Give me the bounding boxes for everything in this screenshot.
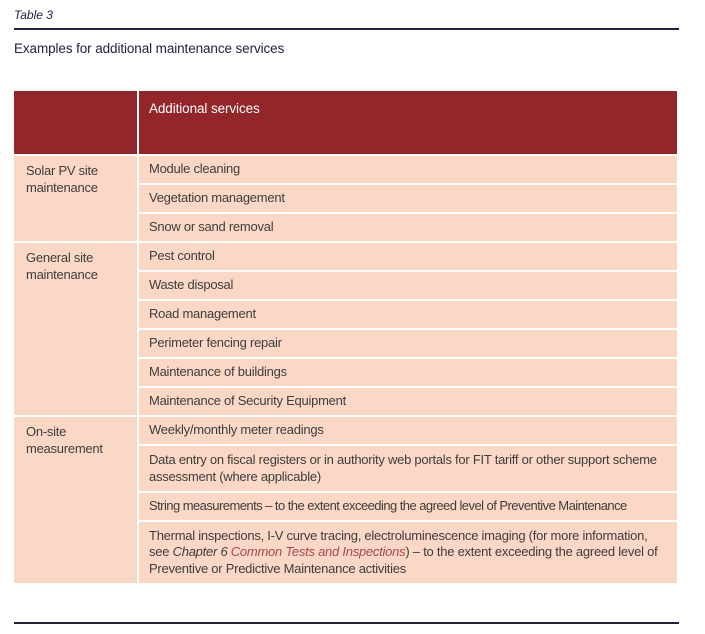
rich-text-chapter-ref: Chapter 6	[172, 544, 231, 560]
table-row	[14, 243, 677, 270]
service-cell: Maintenance of Security Equipment	[139, 388, 677, 415]
service-cell: Weekly/monthly meter readings	[139, 417, 677, 444]
header-blank-cell	[14, 91, 137, 154]
service-cell: Data entry on fiscal registers or in authority web portals for FIT tariff or other support scheme assessment (where applicable)	[139, 446, 677, 491]
top-rule	[14, 28, 679, 30]
service-cell: Maintenance of buildings	[139, 359, 677, 386]
service-cell: String measurements – to the extent exceeding the agreed level of Preventive Maintenance	[139, 493, 677, 520]
table-row	[14, 156, 677, 183]
service-cell: Snow or sand removal	[139, 214, 677, 241]
additional-services-table	[12, 89, 679, 585]
service-cell: Perimeter fencing repair	[139, 330, 677, 357]
rich-text-chapter-link: Common Tests and Inspections	[230, 544, 406, 560]
header-row	[14, 91, 677, 154]
service-cell: Module cleaning	[139, 156, 677, 183]
table-row	[14, 417, 677, 444]
page-subtitle: Examples for additional maintenance services	[14, 41, 285, 56]
rich-text-normal: ) – to the extent exceeding the agreed level of Preventive or Predictive Maintenance activities	[149, 544, 661, 576]
group-label-solar-pv: Solar PV site maintenance	[14, 156, 137, 241]
table-caption: Table 3	[14, 8, 53, 22]
header-services-cell: Additional services	[139, 91, 677, 154]
service-cell: Road management	[139, 301, 677, 328]
service-cell: Waste disposal	[139, 272, 677, 299]
bottom-rule	[14, 622, 679, 624]
group-label-general-site: General site maintenance	[14, 243, 137, 415]
group-label-on-site: On-site measurement	[14, 417, 137, 583]
rich-text-normal: Thermal inspections, I-V curve tracing, electroluminescence imaging (for more information, see	[149, 527, 655, 560]
service-cell-rich	[139, 522, 677, 583]
service-cell: Pest control	[139, 243, 677, 270]
service-cell: Vegetation management	[139, 185, 677, 212]
